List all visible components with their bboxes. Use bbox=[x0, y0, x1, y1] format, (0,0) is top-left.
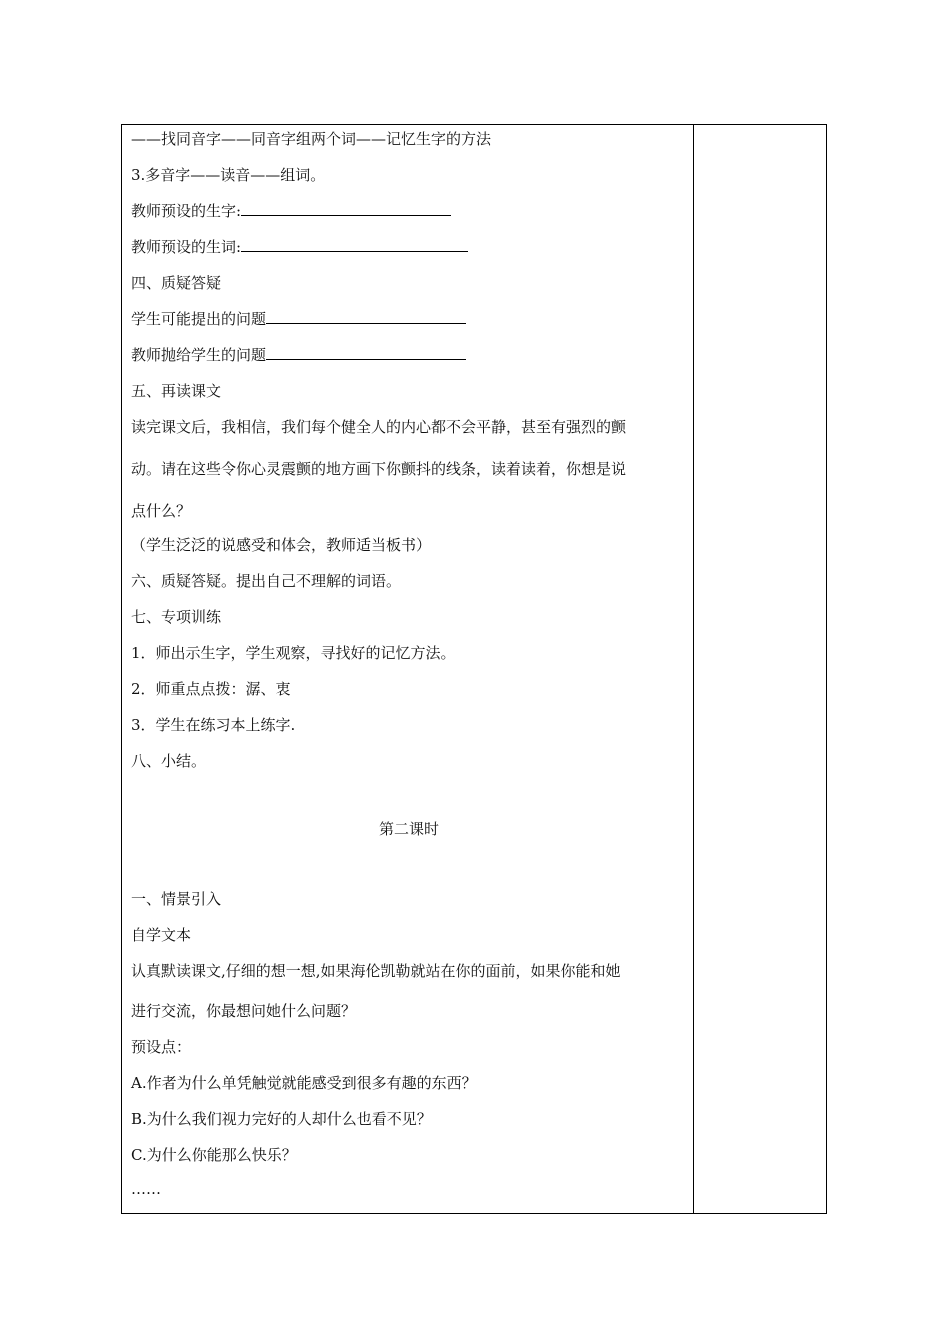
text-line: 读完课文后，我相信，我们每个健全人的内心都不会平静，甚至有强烈的颤 bbox=[131, 418, 627, 436]
text-line: ——找同音字——同音字组两个词——记忆生字的方法 bbox=[131, 130, 492, 148]
text-line: 教师预设的生词: bbox=[131, 237, 468, 257]
text-line: B.为什么我们视力完好的人却什么也看不见？ bbox=[131, 1110, 432, 1128]
blank-underline bbox=[241, 201, 451, 216]
text-line: 教师预设的生字: bbox=[131, 201, 451, 221]
section-heading: 六、质疑答疑。提出自己不理解的词语。 bbox=[131, 572, 402, 590]
section-heading: 一、情景引入 bbox=[131, 890, 222, 908]
section-heading: 八、小结。 bbox=[131, 752, 207, 770]
text-line: 进行交流，你最想问她什么问题？ bbox=[131, 1002, 357, 1020]
text-line: 3.多音字——读音——组词。 bbox=[131, 166, 326, 184]
text-line: 认真默读课文,仔细的想一想,如果海伦凯勒就站在你的面前，如果你能和她 bbox=[131, 962, 621, 980]
text-line: C.为什么你能那么快乐？ bbox=[131, 1146, 297, 1164]
text-line: 预设点： bbox=[131, 1038, 192, 1056]
notes-cell bbox=[694, 125, 827, 1213]
text-line: 3．学生在练习本上练字. bbox=[131, 716, 296, 734]
text-line: 动。请在这些令你心灵震颤的地方画下你颤抖的线条，读着读着，你想是说 bbox=[131, 460, 627, 478]
lesson-title: 第二课时 bbox=[378, 820, 439, 838]
text-line: 1．师出示生字，学生观察，寻找好的记忆方法。 bbox=[131, 644, 456, 662]
text-line: A.作者为什么单凭触觉就能感受到很多有趣的东西？ bbox=[131, 1074, 477, 1092]
text-line: 教师抛给学生的问题 bbox=[131, 345, 466, 365]
blank-underline bbox=[266, 345, 466, 360]
blank-underline bbox=[241, 237, 468, 252]
lesson-plan-table bbox=[121, 124, 827, 1214]
text-line: 自学文本 bbox=[131, 926, 192, 944]
text-line: …… bbox=[131, 1180, 161, 1198]
text-line: 2．师重点点拨：潺、衷 bbox=[131, 680, 291, 698]
section-heading: 五、再读课文 bbox=[131, 382, 222, 400]
section-heading: 七、专项训练 bbox=[131, 608, 222, 626]
blank-underline bbox=[266, 309, 466, 324]
text-line: 点什么？ bbox=[131, 502, 192, 520]
text-line: （学生泛泛的说感受和体会，教师适当板书） bbox=[131, 536, 432, 554]
section-heading: 四、质疑答疑 bbox=[131, 274, 222, 292]
text-line: 学生可能提出的问题 bbox=[131, 309, 466, 329]
